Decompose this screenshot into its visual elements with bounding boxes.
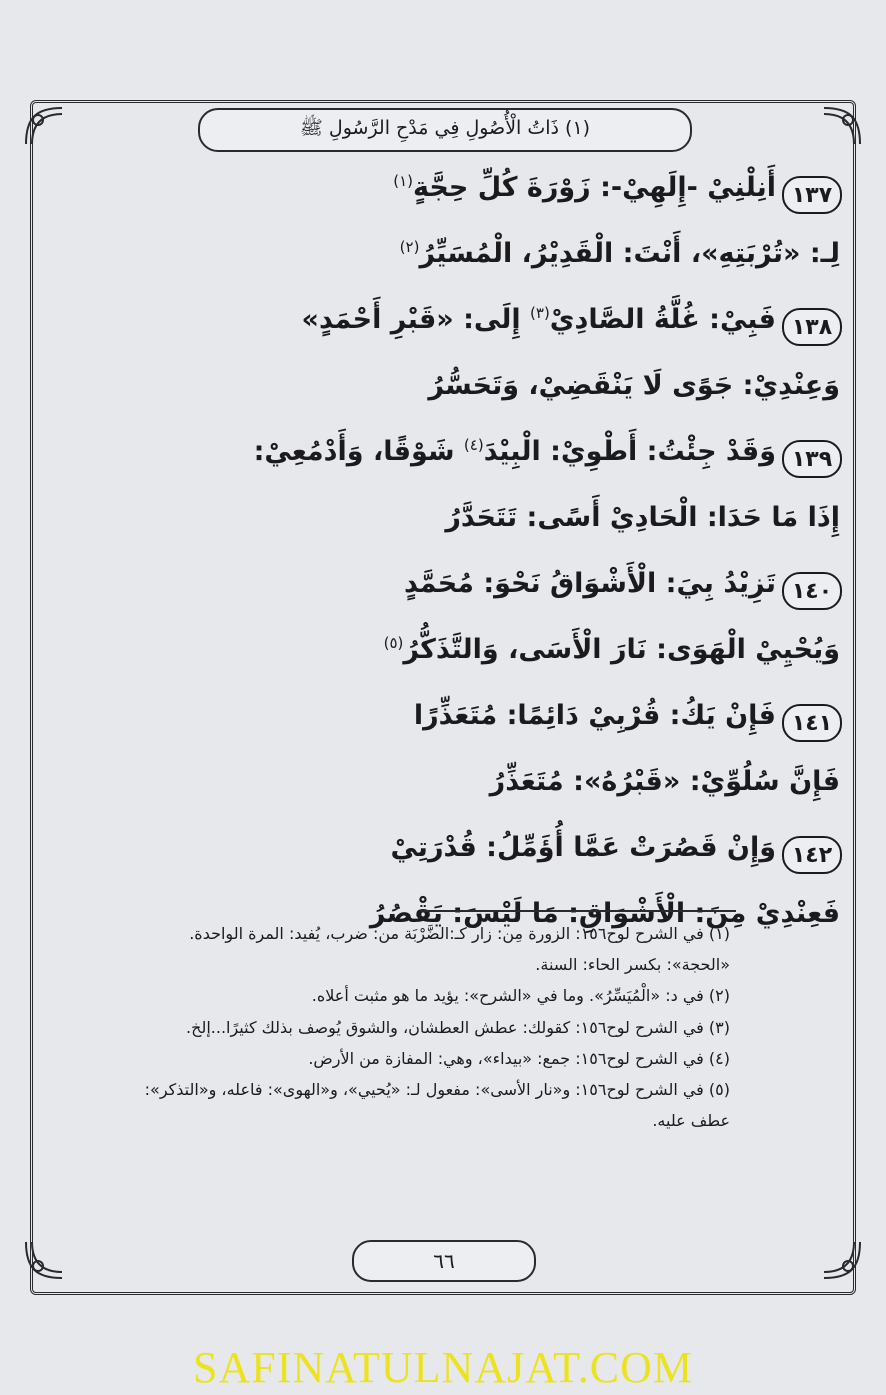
footnote: (٣) في الشرح لوح١٥٦: كقولك: عطش العطشان، والشوق يُوصف بذلك كثيرًا...إلخ. bbox=[186, 1017, 730, 1037]
watermark-text: SAFINATULNAJAT.COM bbox=[192, 1343, 693, 1392]
verse-line bbox=[40, 160, 850, 226]
verse-line bbox=[40, 556, 850, 622]
footnote-marker: (٥) bbox=[383, 634, 404, 652]
verse-line bbox=[40, 820, 850, 886]
footnote: (١) في الشرح لوح١٥٦: الزورة مِن: زار كـ:الضَّرْبَة من: ضرب، يُفيد: المرة الواحدة. bbox=[189, 924, 730, 943]
footnote-marker: (٢) bbox=[399, 238, 420, 256]
verse-hemistich: وَقَدْ جِئْتُ: أَطْوِيْ: الْبِيْدَ bbox=[483, 436, 776, 467]
page-number: ٦٦ bbox=[352, 1240, 536, 1282]
footnote: عطف عليه. bbox=[652, 1111, 730, 1131]
verse-line bbox=[40, 754, 850, 820]
verse-number-badge: ١٣٩ bbox=[782, 440, 842, 478]
footnote-marker: (٤) bbox=[463, 436, 484, 454]
corner-ornament-icon bbox=[22, 104, 66, 148]
verse-hemistich: لِـ: «تُرْبَتِهِ»، أَنْتَ: الْقَدِيْرُ، الْمُسَيِّرُ bbox=[419, 238, 840, 269]
verse-line bbox=[40, 688, 850, 754]
verse-text: فَعِنْدِيْ مِنَ: الْأَشْوَاقِ: مَا لَيْسَ: يَقْصُرُ bbox=[369, 898, 840, 929]
verse-text: إِذَا مَا حَدَا: الْحَادِيْ أَسًى: تَتَحَدَّرُ bbox=[445, 502, 840, 533]
verse-line bbox=[40, 226, 850, 292]
verse-text: فَإِنَّ سُلُوِّيْ: «قَبْرُهُ»: مُتَعَذِّرُ bbox=[489, 766, 840, 797]
footnote: (٤) في الشرح لوح١٥٦: جمع: «بيداء»، وهي: المفازة من الأرض. bbox=[308, 1048, 730, 1068]
verse-hemistich: فَبِيْ: غُلَّةُ الصَّادِيْ bbox=[549, 304, 776, 335]
verse-text bbox=[384, 634, 840, 665]
footnote-divider bbox=[420, 910, 736, 912]
footnote-marker: (٣) bbox=[530, 304, 550, 322]
verse-text bbox=[393, 172, 776, 203]
verse-hemistich: أَنِلْنِيْ -إِلَهِيْ-: زَوْرَةَ كُلِّ حِجَّةٍ bbox=[413, 172, 776, 203]
verse-text: وَعِنْدِيْ: جَوًى لَا يَنْقَضِيْ، وَتَحَسُّرُ bbox=[428, 370, 840, 401]
corner-ornament-icon bbox=[820, 1238, 864, 1282]
verse-hemistich: وَيُحْيِيْ الْهَوَى: نَارَ الْأَسَى، وَالتَّذَكُّرُ bbox=[403, 634, 840, 665]
verse-hemistich-tail: شَوْقًا، وَأَدْمُعِيْ: bbox=[253, 436, 464, 467]
header-title: (١) ذَاتُ الْأُصُولِ فِي مَدْحِ الرَّسُولِ ﷺ bbox=[299, 117, 591, 139]
verse-text: فَإِنْ يَكُ: قُرْبِيْ دَائِمًا: مُتَعَذِّرًا bbox=[413, 700, 776, 731]
verse-line bbox=[40, 490, 850, 556]
verse-text bbox=[302, 304, 776, 335]
footnotes bbox=[40, 918, 730, 1136]
corner-ornament-icon bbox=[22, 1238, 66, 1282]
verse-number-badge: ١٣٧ bbox=[782, 176, 842, 214]
verse-line bbox=[40, 424, 850, 490]
footnote: (٢) في د: «الْمُيَسِّرُ». وما في «الشرح»: يؤيد ما هو مثبت أعلاه. bbox=[311, 986, 730, 1006]
verse-text bbox=[254, 436, 776, 467]
verse-hemistich-tail: إِلَى: «قَبْرِ أَحْمَدٍ» bbox=[301, 304, 531, 335]
footnote: «الحجة»: بكسر الحاء: السنة. bbox=[535, 955, 730, 975]
poem-verses bbox=[40, 160, 850, 952]
corner-ornament-icon bbox=[820, 104, 864, 148]
verse-line bbox=[40, 622, 850, 688]
verse-number-badge: ١٣٨ bbox=[782, 308, 842, 346]
verse-text: تَزِيْدُ بِيَ: الْأَشْوَاقُ نَحْوَ: مُحَمَّدٍ bbox=[404, 568, 776, 599]
verse-text: وَإِنْ قَصُرَتْ عَمَّا أُؤَمِّلُ: قُدْرَتِيْ bbox=[390, 832, 776, 863]
verse-number-badge: ١٤٢ bbox=[782, 836, 842, 874]
verse-text bbox=[400, 238, 840, 269]
verse-line bbox=[40, 292, 850, 358]
verse-line bbox=[40, 358, 850, 424]
running-header bbox=[198, 108, 692, 152]
verse-number-badge: ١٤١ bbox=[782, 704, 842, 742]
footnote-marker: (١) bbox=[393, 172, 413, 190]
verse-number-badge: ١٤٠ bbox=[782, 572, 842, 610]
footnote: (٥) في الشرح لوح١٥٦: و«نار الأسى»: مفعول لـ: «يُحيي»، و«الهوى»: فاعله، و«التذكر»: bbox=[144, 1079, 730, 1099]
